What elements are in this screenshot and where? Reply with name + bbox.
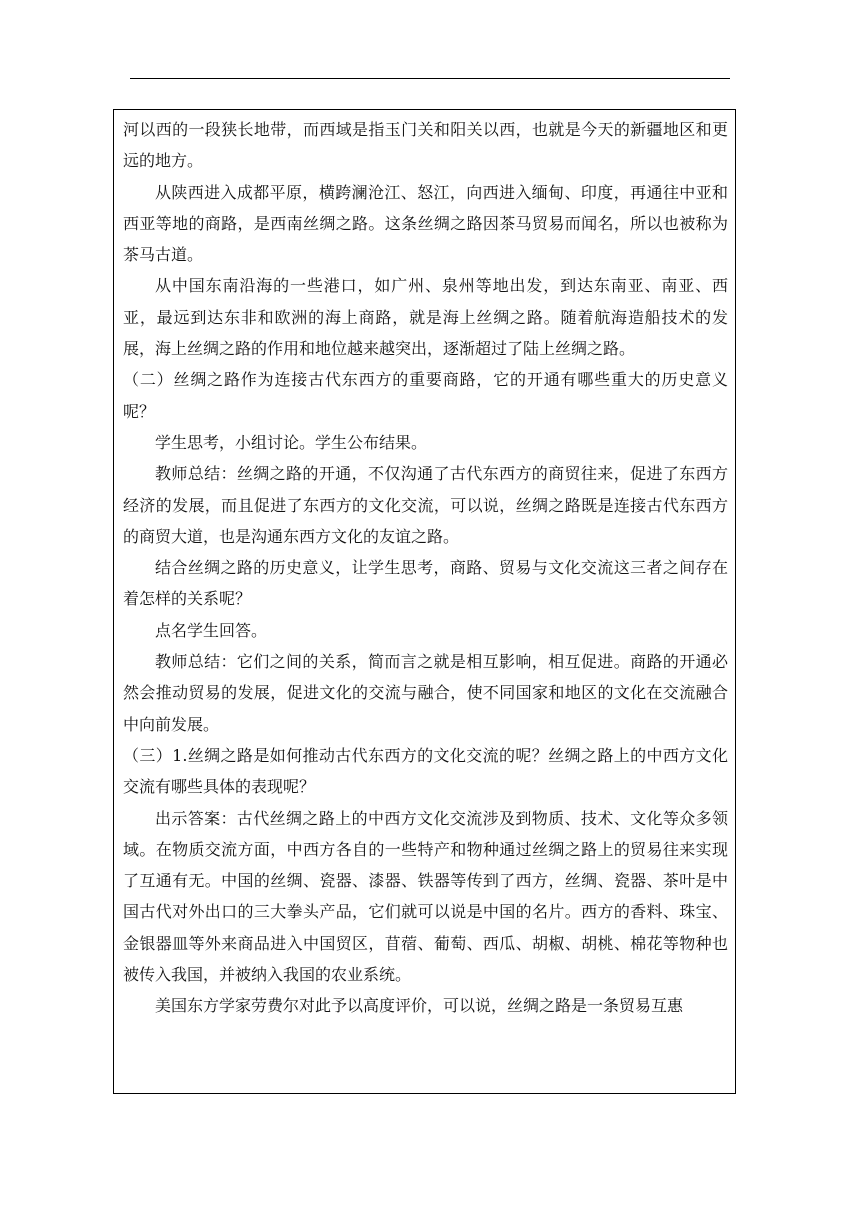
content-body — [123, 114, 728, 1022]
content-table-cell — [113, 109, 736, 1094]
paragraph-teacher-summary-1: 教师总结：丝绸之路的开通，不仅沟通了古代东西方的商贸往来，促进了东西方经济的发展，而且促进了东西方的文化交流，可以说，丝绸之路既是连接古代东西方的商贸大道，也是沟通东西方文化的友谊之路。 — [123, 464, 728, 546]
question-historical-significance: （二）丝绸之路作为连接古代东西方的重要商路，它的开通有哪些重大的历史意义呢？ — [123, 370, 728, 421]
paragraph-laufer-evaluation: 美国东方学家劳费尔对此予以高度评价，可以说，丝绸之路是一条贸易互惠 — [155, 996, 684, 1016]
paragraph-hexi-xiyu: 河以西的一段狭长地带，而西域是指玉门关和阳关以西，也就是今天的新疆地区和更远的地方。 — [123, 120, 728, 171]
paragraph-student-discussion: 学生思考，小组讨论。学生公布结果。 — [155, 432, 428, 452]
question-cultural-exchange: （三）1.丝绸之路是如何推动古代东西方的文化交流的呢？丝绸之路上的中西方文化交流有哪些具体的表现呢？ — [123, 745, 728, 797]
paragraph-teacher-summary-2: 教师总结：它们之间的关系，简而言之就是相互影响，相互促进。商路的开通必然会推动贸易的发展，促进文化的交流与融合，使不同国家和地区的文化在交流融合中向前发展。 — [123, 652, 728, 734]
paragraph-maritime-silk-road: 从中国东南沿海的一些港口，如广州、泉州等地出发，到达东南亚、南亚、西亚，最远到达东非和欧洲的海上商路，就是海上丝绸之路。随着航海造船技术的发展，海上丝绸之路的作用和地位越来越突出，逐渐超过了陆上丝绸之路。 — [123, 276, 728, 359]
paragraph-relationship-question: 结合丝绸之路的历史意义，让学生思考，商路、贸易与文化交流这三者之间存在着怎样的关系呢？ — [123, 558, 728, 609]
paragraph-call-student: 点名学生回答。 — [155, 620, 268, 640]
paragraph-southwest-silk-road: 从陕西进入成都平原，横跨澜沧江、怒江，向西进入缅甸、印度，再通往中亚和西亚等地的商路，是西南丝绸之路。这条丝绸之路因茶马贸易而闻名，所以也被称为茶马古道。 — [123, 182, 728, 265]
header-rule — [130, 78, 730, 79]
paragraph-answer: 出示答案：古代丝绸之路上的中西方文化交流涉及到物质、技术、文化等众多领域。在物质交流方面，中西方各自的一些特产和物种通过丝绸之路上的贸易往来实现了互通有无。中国的丝绸、瓷器、漆器、铁器等传到了西方，丝绸、瓷器、茶叶是中国古代对外出口的三大拳头产品，它们就可以说是中国的名片。西方的香料、珠宝、金银器皿等外来商品进入中国贸区，苜蓿、葡萄、西瓜、胡椒、胡桃、棉花等物种也被传入我国，并被纳入我国的农业系统。 — [123, 808, 728, 985]
